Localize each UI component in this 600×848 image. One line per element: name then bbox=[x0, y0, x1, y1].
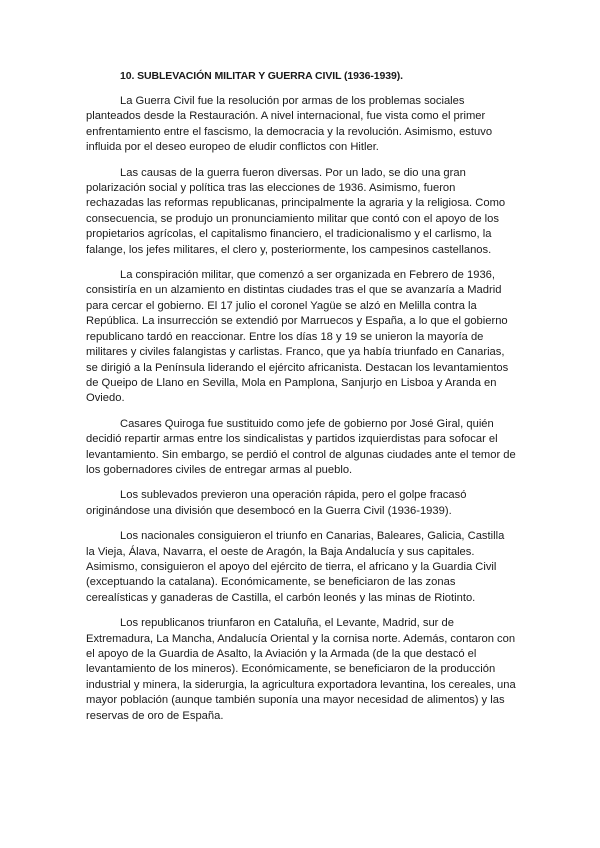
paragraph-republicans: Los republicanos triunfaron en Cataluña, el Levante, Madrid, sur de Extremadura, La Mancha, Andalucía Oriental y la cornisa norte. Además, contaron con el apoyo de la Guardia de Asalto, la Aviación y la Armada (de la que destacó el levantamiento de los mineros). Económicamente, se beneficiaron de la producción industrial y minera, la siderurgia, la agricultura exportadora levantina, los cereales, una mayor población (aunque también suponía una mayor necesidad de alimentos) y las reservas de oro de España. bbox=[86, 617, 516, 722]
paragraph-failed-coup: Los sublevados previeron una operación rápida, pero el golpe fracasó originándose una división que desembocó en la Guerra Civil (1936-1939). bbox=[86, 489, 467, 517]
paragraph-introduction: La Guerra Civil fue la resolución por armas de los problemas sociales planteados desde la Restauración. A nivel internacional, fue vista como el primer enfrentamiento entre el fascismo, la democracia y la revolución. Asimismo, estuvo influida por el deseo europeo de eludir conflictos con Hitler. bbox=[86, 95, 493, 154]
paragraph-conspiracy: La conspiración militar, que comenzó a ser organizada en Febrero de 1936, consistiría en un alzamiento en distintas ciudades tras el que se avanzaría a Madrid para cercar el gobierno. El 17 julio el coronel Yagüe se alzó en Melilla contra la República. La insurrección se extendió por Marruecos y España, a lo que el gobierno republicano tardó en reaccionar. Entre los días 18 y 19 se unieron la mayoría de militares y civiles falangistas y carlistas. Franco, que ya había triunfado en Canarias, se dirigió a la Península liderando el ejército africanista. Destacan los levantamientos de Queipo de Llano en Sevilla, Mola en Pamplona, Sanjurjo en Lisboa y Aranda en Oviedo. bbox=[86, 269, 509, 405]
paragraph-causes: Las causas de la guerra fueron diversas. Por un lado, se dio una gran polarización social y política tras las elecciones de 1936. Asimismo, fueron rechazadas las reformas republicanas, principalmente la agraria y la religiosa. Como consecuencia, se produjo un pronunciamiento militar que contó con el apoyo de los propietarios agrícolas, el capitalismo financiero, el tradicionalismo y el carlismo, la falange, los jefes militares, el clero y, posteriormente, los campesinos castellanos. bbox=[86, 166, 506, 256]
paragraph-nationalists: Los nacionales consiguieron el triunfo en Canarias, Baleares, Galicia, Castilla la Vieja, Álava, Navarra, el oeste de Aragón, la Baja Andalucía y sus capitales. Asimismo, consiguieron el apoyo del ejército de tierra, el africano y la Guardia Civil (exceptuando la catalana). Económicamente, se beneficiaron de las zonas cerealísticas y ganaderas de Castilla, el carbón leonés y las minas de Riotinto. bbox=[86, 530, 505, 604]
paragraph-government-response: Casares Quiroga fue sustituido como jefe de gobierno por José Giral, quién decidió repartir armas entre los sindicalistas y partidos izquierdistas para sofocar el levantamiento. Sin embargo, se perdió el control de algunas ciudades ante el temor de los gobernadores civiles de entregar armas al pueblo. bbox=[86, 417, 516, 476]
document-title: 10. SUBLEVACIÓN MILITAR Y GUERRA CIVIL (1936-1939). bbox=[120, 70, 403, 82]
